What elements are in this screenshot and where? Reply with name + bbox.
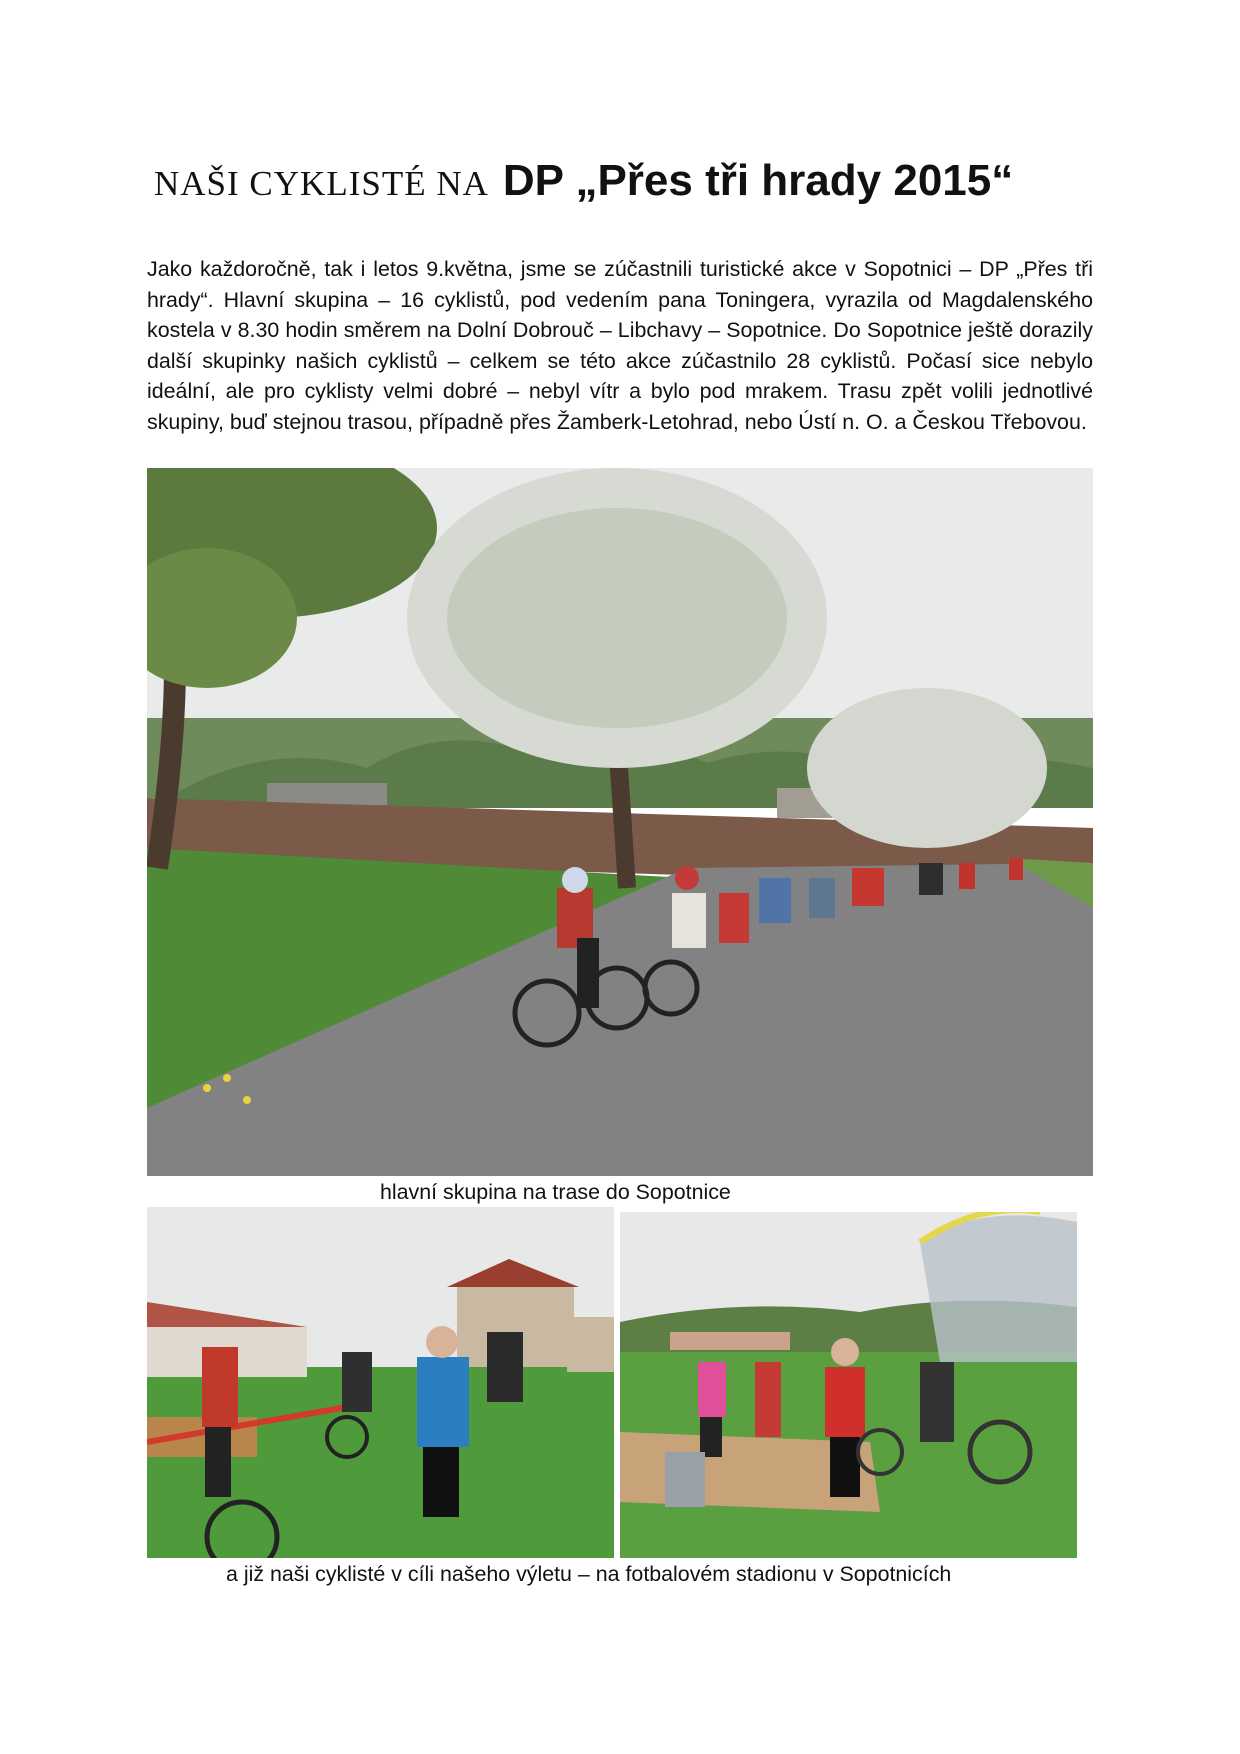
bottom-right-photo-bike-shelter <box>620 1212 1077 1558</box>
page-title <box>154 156 1114 216</box>
main-photo-image <box>147 468 1093 1176</box>
title-main: DP „Přes tři hrady 2015“ <box>502 156 1014 205</box>
title-prefix: NAŠI CYKLISTÉ NA <box>154 164 489 203</box>
caption-bottom-photos: a již naši cyklisté v cíli našeho výletu – na fotbalovém stadionu v Sopotnicích <box>226 1562 952 1586</box>
caption-main-photo: hlavní skupina na trase do Sopotnice <box>380 1180 731 1204</box>
main-photo-cyclists-on-road <box>147 468 1093 1176</box>
bottom-right-photo-image <box>620 1212 1077 1558</box>
bottom-left-photo-stadium-building <box>147 1207 614 1558</box>
bottom-left-photo-image <box>147 1207 614 1558</box>
article-body: Jako každoročně, tak i letos 9.května, jsme se zúčastnili turistické akce v Sopotnici – DP „Přes tři hrady“. Hlavní skupina – 16 cyklistů, pod vedením pana Toningera, vyrazila od Magdalenského kostela v 8.30 hodin směrem na Dolní Dobrouč – Libchavy – Sopotnice. Do Sopotnice ještě dorazily další skupinky našich cyklistů – celkem se této akce zúčastnilo 28 cyklistů. Počasí sice nebylo ideální, ale pro cyklisty velmi dobré – nebyl vítr a bylo pod mrakem. Trasu zpět volili jednotlivé skupiny, buď stejnou trasou, případně přes Žamberk-Letohrad, nebo Ústí n. O. a Českou Třebovou. <box>147 257 1093 434</box>
